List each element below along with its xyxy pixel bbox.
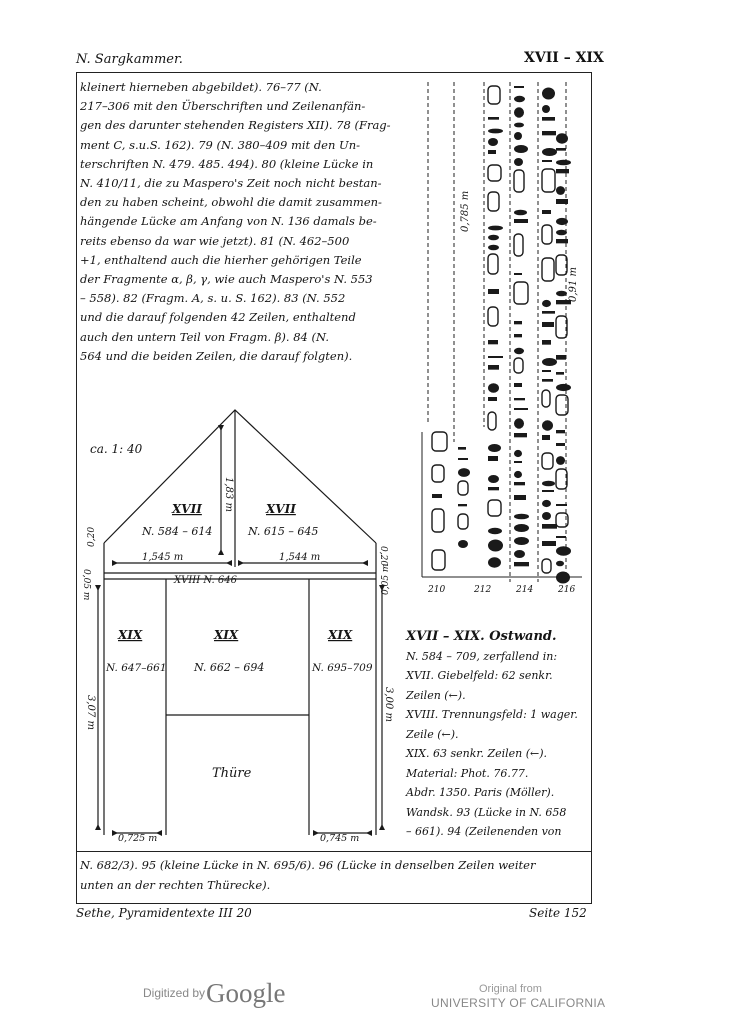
hieroglyph-sign xyxy=(514,383,522,387)
hieroglyph-sign xyxy=(488,487,499,490)
hieroglyph-sign xyxy=(542,435,550,440)
hieroglyph-sign xyxy=(488,235,499,241)
legend-line: XVII. Giebelfeld: 62 senkr. xyxy=(406,669,553,682)
hieroglyph-sign xyxy=(542,453,553,469)
hieroglyph-sign xyxy=(488,356,503,358)
hieroglyph-sign xyxy=(542,160,552,162)
hieroglyph-sign xyxy=(542,148,557,156)
text-line: N. 410/11, die zu Maspero's Zeit noch nicht bestan- xyxy=(80,176,382,191)
hieroglyph-sign xyxy=(514,321,522,324)
hieroglyph-sign xyxy=(556,469,567,489)
hieroglyph-sign xyxy=(542,490,554,492)
legend-line: – 661). 94 (Zeilenenden von xyxy=(406,825,562,838)
hieroglyph-sign xyxy=(556,255,567,275)
hieroglyph-sign xyxy=(488,528,502,534)
hieroglyph-sign xyxy=(488,245,499,251)
text-line: hängende Lücke am Anfang von N. 136 damals be- xyxy=(80,214,377,229)
legend-line: Abdr. 1350. Paris (Möller). xyxy=(406,786,555,799)
left-edge-height: 0,20 xyxy=(87,526,97,547)
hieroglyph-sign xyxy=(556,372,564,375)
hieroglyph-sign xyxy=(514,273,522,275)
hieroglyph-sign xyxy=(488,307,498,326)
text-line: reits ebenso da war wie jetzt). 81 (N. 462–500 xyxy=(80,233,350,248)
hieroglyph-sign xyxy=(514,482,525,485)
hieroglyph-sign xyxy=(514,537,529,545)
hieroglyph-sign xyxy=(542,500,551,507)
hieroglyph-sign xyxy=(514,170,524,192)
legend-line: XIX. 63 senkr. Zeilen (←). xyxy=(406,747,548,760)
hieroglyph-sign xyxy=(514,348,524,354)
hieroglyph-sign xyxy=(542,559,551,573)
hieroglyph-sign xyxy=(556,186,565,195)
hieroglyph-sign xyxy=(542,512,551,520)
hieroglyph-sign xyxy=(488,444,501,452)
hieroglyph-sign xyxy=(556,561,564,567)
hieroglyph-sign xyxy=(488,150,496,154)
hieroglyph-sign xyxy=(542,169,555,192)
legend-line: Zeilen (←). xyxy=(406,688,466,702)
legend-line: Material: Phot. 76.77. xyxy=(406,766,529,780)
hieroglyph-sign xyxy=(432,550,445,570)
gable-right-width: 1,544 m xyxy=(279,552,321,563)
hieroglyph-sign xyxy=(458,540,468,548)
hieroglyph-sign xyxy=(488,500,501,516)
hieroglyph-sign xyxy=(514,514,529,520)
panel-right-roman: XIX xyxy=(328,628,353,642)
running-head-left: N. Sargkammer. xyxy=(76,52,183,67)
footer-source: Sethe, Pyramidentexte III 20 xyxy=(76,906,252,920)
band-label: XVIII N. 646 xyxy=(174,575,237,586)
hieroglyph-sign xyxy=(458,458,468,460)
hieroglyph-sign xyxy=(514,471,522,478)
hieroglyph-sign xyxy=(488,138,498,146)
hieroglyph-sign xyxy=(488,383,499,393)
plate-height-right: 0,91 m xyxy=(568,267,579,302)
panel-left-range: N. 647–661 xyxy=(106,662,167,674)
bottom-right-width: 0,745 m xyxy=(320,833,360,844)
hieroglyph-sign xyxy=(542,379,553,382)
hieroglyph-sign xyxy=(542,322,554,327)
hieroglyph-sign xyxy=(542,210,551,214)
hieroglyph-sign xyxy=(488,254,498,274)
running-head-section-range: XVII – XIX xyxy=(524,50,604,66)
hieroglyph-sign xyxy=(514,450,522,457)
hieroglyph-sign xyxy=(542,105,550,113)
text-line: N. 682/3). 95 (kleine Lücke in N. 695/6). 96 (Lücke in denselben Zeilen weiter xyxy=(80,858,536,872)
hieroglyph-sign xyxy=(514,562,529,566)
hieroglyph-sign xyxy=(542,390,550,407)
hieroglyph-sign xyxy=(556,160,571,166)
left-band-height: 0,05 m xyxy=(81,569,91,601)
text-line: den zu haben scheint, obwohl die damit zusammen- xyxy=(80,195,382,210)
hieroglyph-sign xyxy=(514,358,523,373)
hieroglyph-sign xyxy=(542,370,551,372)
panel-right-range: N. 695–709 xyxy=(312,662,373,674)
hieroglyph-sign xyxy=(514,123,524,128)
hieroglyph-sign xyxy=(542,131,556,135)
text-line: 217–306 mit den Überschriften und Zeilenanfän- xyxy=(80,99,366,114)
hieroglyph-sign xyxy=(542,300,551,307)
plate-column-number: 212 xyxy=(474,585,492,595)
plate-column-number: 216 xyxy=(558,585,576,595)
plate-height-left: 0,785 m xyxy=(460,190,471,232)
hieroglyph-sign xyxy=(514,210,527,216)
hieroglyph-sign xyxy=(514,132,522,140)
scale-label: ca. 1: 40 xyxy=(90,442,143,456)
text-line: +1, enthaltend auch die hierher gehörigen Teile xyxy=(80,252,362,267)
hieroglyph-sign xyxy=(432,432,447,451)
hieroglyph-sign xyxy=(556,291,567,297)
hieroglyph-sign xyxy=(514,408,528,410)
gable-left-roman: XVII xyxy=(172,502,202,516)
hieroglyph-sign xyxy=(556,355,566,360)
left-wall-height: 3,07 m xyxy=(85,695,96,730)
hieroglyph-sign xyxy=(542,225,552,244)
frame-text-separator xyxy=(76,851,592,852)
legend-line: Zeile (←). xyxy=(406,727,459,741)
hieroglyph-sign xyxy=(514,234,523,256)
hieroglyph-sign xyxy=(488,192,499,211)
hieroglyph-sign xyxy=(488,226,503,231)
hieroglyph-sign xyxy=(488,117,499,120)
footer-page-number: Seite 152 xyxy=(529,906,587,920)
hieroglyph-sign xyxy=(458,468,470,477)
text-line: auch den untern Teil von Fragm. β). 84 (N. xyxy=(80,329,329,344)
text-line: terschriften N. 479. 485. 494). 80 (kleine Lücke in xyxy=(80,156,374,171)
hieroglyph-sign xyxy=(542,524,557,529)
text-line: unten an der rechten Thürecke). xyxy=(80,878,271,892)
hieroglyph-sign xyxy=(488,365,499,370)
hieroglyph-sign xyxy=(514,107,524,117)
wall-legend xyxy=(406,627,596,842)
hieroglyph-sign xyxy=(488,86,500,104)
hieroglyph-sign xyxy=(514,550,525,558)
digitized-by-text: Digitized by xyxy=(143,986,206,1000)
plate-column-number: 210 xyxy=(428,585,446,595)
hieroglyph-sign xyxy=(556,384,571,391)
hieroglyph-sign xyxy=(488,129,503,134)
right-edge-height: 0,20 xyxy=(378,546,388,567)
plate-column-number: 214 xyxy=(516,585,534,595)
door-label: Thüre xyxy=(212,766,252,781)
hieroglyph-sign xyxy=(488,340,498,344)
hieroglyph-sign xyxy=(556,239,568,243)
text-line: 564 und die beiden Zeilen, die darauf folgten). xyxy=(80,348,353,363)
hieroglyph-sign xyxy=(488,557,501,567)
hieroglyph-sign xyxy=(514,282,528,304)
hieroglyph-sign xyxy=(488,475,499,483)
hieroglyph-sign xyxy=(514,145,528,153)
hieroglyph-sign xyxy=(488,540,503,552)
gable-left-width: 1,545 m xyxy=(142,552,184,563)
hieroglyph-sign xyxy=(488,456,498,461)
hieroglyph-sign xyxy=(514,158,523,166)
hieroglyph-sign xyxy=(458,504,467,506)
hieroglyph-sign xyxy=(488,289,499,294)
hieroglyph-sign xyxy=(514,334,522,337)
hieroglyph-sign xyxy=(488,165,501,181)
hieroglyph-sign xyxy=(556,199,568,204)
hieroglyph-facsimile-plate xyxy=(414,72,592,602)
google-logo: Google xyxy=(206,978,286,1008)
hieroglyph-sign xyxy=(542,340,551,345)
hieroglyph-sign xyxy=(556,148,566,151)
original-from-text: Original from xyxy=(479,983,542,995)
text-line: ment C, s.u.S. 162). 79 (N. 380–409 mit den Un- xyxy=(80,137,361,152)
hieroglyph-sign xyxy=(514,219,528,223)
hieroglyph-sign xyxy=(556,504,567,506)
hieroglyph-sign xyxy=(458,447,466,450)
gable-right-roman: XVII xyxy=(266,502,296,516)
hieroglyph-columns xyxy=(432,86,571,584)
hieroglyph-sign xyxy=(542,258,554,281)
hieroglyph-sign xyxy=(556,218,568,225)
continuation-paragraph xyxy=(80,855,590,895)
east-wall-diagram xyxy=(76,405,396,850)
right-band-height: 0,05 m xyxy=(381,563,391,595)
legend-line: Wandsk. 93 (Lücke in N. 658 xyxy=(406,805,567,819)
gable-height-label: 1,83 m xyxy=(223,477,234,512)
hieroglyph-sign xyxy=(514,398,525,400)
text-line: der Fragmente α, β, γ, wie auch Maspero's N. 553 xyxy=(80,272,373,287)
hieroglyph-sign xyxy=(556,536,566,538)
hieroglyph-sign xyxy=(542,420,553,430)
hieroglyph-sign xyxy=(432,465,444,482)
hieroglyph-sign xyxy=(514,495,526,500)
hieroglyph-sign xyxy=(556,230,567,236)
hieroglyph-sign xyxy=(542,541,556,546)
text-line: gen des darunter stehenden Registers XII). 78 (Frag- xyxy=(80,118,391,133)
frame-bottom-rule xyxy=(76,903,592,904)
hieroglyph-sign xyxy=(556,430,565,433)
manuscript-paragraph xyxy=(80,78,410,366)
university-name: UNIVERSITY OF CALIFORNIA xyxy=(431,996,606,1010)
text-line: und die darauf folgenden 42 Zeilen, enthaltend xyxy=(80,310,356,325)
hieroglyph-sign xyxy=(458,514,468,529)
hieroglyph-sign xyxy=(542,311,555,314)
text-line: – 558). 82 (Fragm. A, s. u. S. 162). 83 (N. 552 xyxy=(80,291,346,306)
hieroglyph-sign xyxy=(556,169,569,173)
panel-left-roman: XIX xyxy=(118,628,143,642)
gable-right-range: N. 615 – 645 xyxy=(248,525,319,538)
hieroglyph-sign xyxy=(556,572,570,584)
hieroglyph-sign xyxy=(432,494,442,498)
text-line: kleinert hierneben abgebildet). 76–77 (N. xyxy=(80,80,322,94)
hieroglyph-sign xyxy=(542,358,557,366)
hieroglyph-sign xyxy=(514,96,525,102)
right-wall-height: 3,00 m xyxy=(383,687,394,722)
hieroglyph-sign xyxy=(514,524,529,532)
hieroglyph-sign xyxy=(514,86,524,88)
hieroglyph-sign xyxy=(556,456,565,465)
hieroglyph-sign xyxy=(458,481,468,495)
hieroglyph-sign xyxy=(488,412,496,430)
panel-middle-range: N. 662 – 694 xyxy=(194,661,265,674)
hieroglyph-sign xyxy=(488,397,497,401)
gable-outline xyxy=(104,410,376,543)
legend-title: XVII – XIX. Ostwand. xyxy=(406,629,557,644)
legend-line: XVIII. Trennungsfeld: 1 wager. xyxy=(406,708,578,721)
panel-middle-roman: XIX xyxy=(214,628,239,642)
gable-left-range: N. 584 – 614 xyxy=(142,525,213,538)
bottom-left-width: 0,725 m xyxy=(118,833,158,844)
hieroglyph-sign xyxy=(542,117,555,121)
hieroglyph-sign xyxy=(556,546,571,556)
hieroglyph-sign xyxy=(514,433,527,437)
hieroglyph-sign xyxy=(542,481,555,487)
hieroglyph-sign xyxy=(432,509,444,532)
hieroglyph-sign xyxy=(542,88,555,100)
hieroglyph-sign xyxy=(556,316,567,338)
hieroglyph-sign xyxy=(514,418,524,428)
legend-line: N. 584 – 709, zerfallend in: xyxy=(406,649,558,663)
hieroglyph-sign xyxy=(514,461,522,463)
hieroglyph-sign xyxy=(556,133,568,143)
hieroglyph-sign xyxy=(556,443,565,446)
